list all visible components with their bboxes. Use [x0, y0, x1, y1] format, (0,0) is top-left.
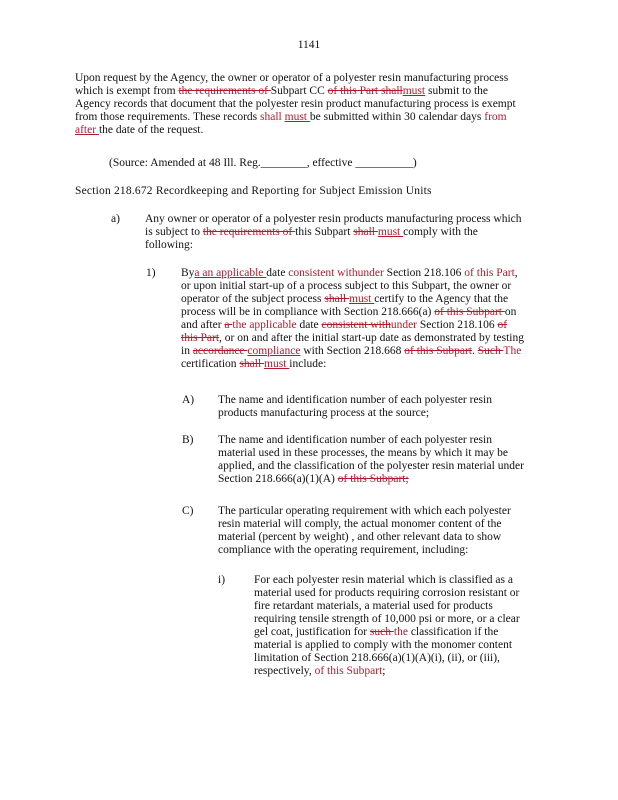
item-i-line-3: fire retardant materials, a material used for products [254, 600, 493, 612]
red-text: under [390, 319, 418, 331]
inserted-text: must [377, 226, 404, 238]
red-text: from [484, 111, 507, 123]
section-heading: Section 218.672 Recordkeeping and Reporting for Subject Emission Units [75, 185, 432, 197]
item-a-line-1: Any owner or operator of a polyester resin products manufacturing process which [145, 213, 522, 225]
item-C-label: C) [182, 505, 194, 517]
intro-line-2: which is exempt from the requirements of Subpart CC of this Part shallmust submit to the [75, 85, 489, 97]
item-1-line-7: in accordance compliance with Section 218.668 of this Subpart. Such The [181, 345, 522, 357]
red-text: consistent withunder [288, 267, 384, 279]
deleted-text: Such [477, 345, 504, 357]
red-text: of this Subpart [314, 665, 383, 677]
deleted-text: a [224, 319, 233, 331]
item-i-line-2: material used for products requiring corrosion resistant or [254, 587, 520, 599]
inserted-text: must [284, 111, 310, 123]
item-A-text [218, 394, 558, 420]
deleted-text: of this Subpart [434, 306, 505, 318]
item-B-label: B) [182, 434, 194, 446]
item-A-label: A) [182, 394, 195, 406]
deleted-text: of this Subpart [337, 473, 406, 485]
deleted-text: shall [324, 293, 349, 305]
item-i-line-1: For each polyester resin material which is classified as a [254, 574, 513, 586]
inserted-text: must [264, 358, 290, 370]
item-1-line-4: process will be in compliance with Section 218.666(a) of this Subpart on [181, 306, 517, 318]
item-i-line-7: limitation of Section 218.666(a)(1)(A)(i), (ii), or (iii), [254, 652, 500, 664]
item-1-line-1: Bya an applicable date consistent withunder Section 218.106 of this Part, [181, 267, 518, 279]
item-A-line-2: products manufacturing process at the source; [218, 407, 430, 419]
deleted-text: shall [239, 358, 265, 370]
inserted-text: after [75, 124, 99, 136]
intro-line-4: from those requirements. These records shall must be submitted within 30 calendar days from [75, 111, 507, 123]
item-C-line-3: material (percent by weight) , and other relevant data to show [218, 531, 502, 543]
red-text: The [503, 345, 522, 357]
item-C-line-1: The particular operating requirement with which each polyester [218, 505, 511, 517]
deleted-text: shall [353, 226, 378, 238]
item-1-label: 1) [146, 267, 156, 279]
inserted-text: a an applicable [194, 267, 267, 279]
inserted-text: compliance [247, 345, 301, 357]
deleted-text: of [497, 319, 508, 331]
item-1-line-5: and after a the applicable date consistent withunder Section 218.106 of [181, 319, 508, 331]
deleted-text: consistent with [321, 319, 391, 331]
item-1-line-6: this Part, or on and after the initial start-up date as demonstrated by testing [181, 332, 524, 344]
deleted-text: ; [405, 473, 409, 485]
deleted-text: the requirements of [202, 226, 296, 238]
item-C-line-4: compliance with the operating requirement, including: [218, 544, 469, 556]
item-i-label: i) [218, 574, 226, 586]
item-i-line-6: material is applied to comply with the monomer content [254, 639, 513, 651]
inserted-text: must [349, 293, 375, 305]
item-1-line-3: operator of the subject process shall must certify to the Agency that the [181, 293, 509, 305]
deleted-text: this Part [181, 332, 220, 344]
item-i-line-8: respectively, of this Subpart; [254, 665, 386, 677]
item-C-text [218, 505, 558, 557]
item-a-line-3: following: [145, 239, 193, 251]
deleted-text: of this Part shall [327, 85, 403, 97]
inserted-text: must [402, 85, 426, 97]
page-number: 1141 [297, 39, 321, 51]
item-B-text [218, 434, 563, 486]
intro-line-5: after the date of the request. [75, 124, 204, 136]
item-1-line-2: or upon initial start-up of a process subject to this Subpart, the owner or [181, 280, 512, 292]
item-B-line-3: applied, and the classification of the polyester resin material under [218, 460, 524, 472]
item-C-line-2: resin material will comply, the actual monomer content of the [218, 518, 502, 530]
item-i-line-5: gel coat, justification for such the classification if the [254, 626, 499, 638]
deleted-text: of this Subpart [404, 345, 472, 357]
item-1-line-8: certification shall must include: [181, 358, 327, 370]
item-a-text [145, 213, 555, 252]
item-B-line-1: The name and identification number of each polyester resin [218, 434, 492, 446]
item-a-label: a) [111, 213, 120, 225]
intro-line-1: Upon request by the Agency, the owner or operator of a polyester resin manufacturing process [75, 72, 509, 84]
item-B-line-2: material used in these processes, the means by which it may be [218, 447, 508, 459]
source-note: (Source: Amended at 48 Ill. Reg.________, effective __________) [109, 157, 417, 169]
item-B-line-4: Section 218.666(a)(1)(A) of this Subpart; [218, 473, 409, 485]
item-i-line-4: requiring tensile strength of 10,000 psi or more, or a clear [254, 613, 520, 625]
deleted-text: accordance [192, 345, 248, 357]
intro-line-3: Agency records that document that the polyester resin product manufacturing process is exempt [75, 98, 516, 110]
item-A-line-1: The name and identification number of each polyester resin [218, 394, 492, 406]
intro-paragraph [75, 72, 555, 137]
item-a-line-2: is subject to the requirements of this Subpart shall must comply with the [145, 226, 478, 238]
red-text: shall [260, 111, 282, 123]
red-text: the applicable [232, 319, 297, 331]
red-text: the [393, 626, 408, 638]
deleted-text: the requirements of [178, 85, 271, 97]
item-i-text [254, 574, 554, 678]
deleted-text: such [369, 626, 394, 638]
item-1-text [181, 267, 561, 371]
red-text: of this Part [464, 267, 515, 279]
